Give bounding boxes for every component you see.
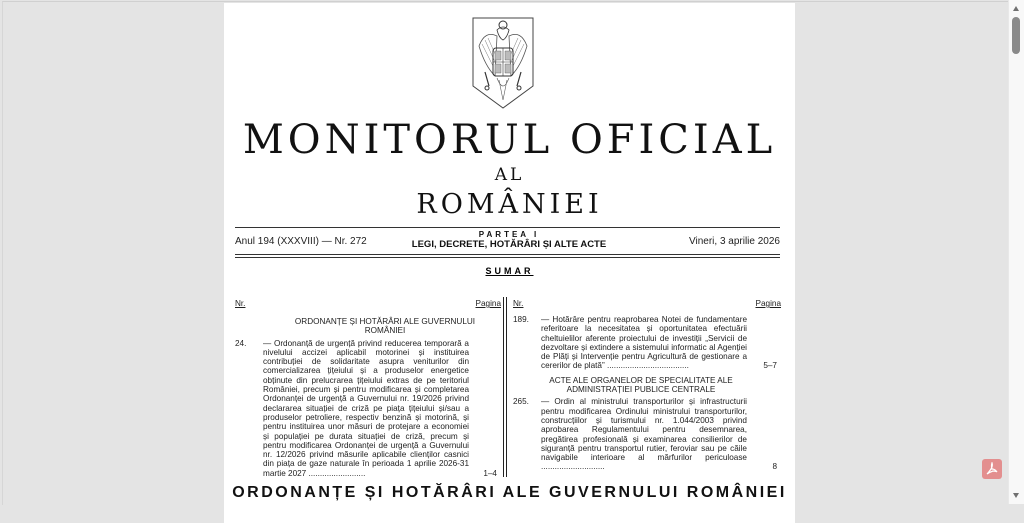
issue-number: Anul 194 (XXXVIII) — Nr. 272	[235, 236, 367, 247]
part-title: PARTEA I	[478, 230, 540, 239]
pdf-page	[224, 3, 795, 523]
coat-of-arms-icon	[471, 16, 535, 110]
scroll-up-arrow-icon[interactable]	[1013, 6, 1019, 11]
part-label	[394, 230, 624, 250]
entry-page: 5–7	[763, 361, 777, 371]
vertical-scrollbar[interactable]	[1008, 0, 1024, 504]
col-nr-label: Nr.	[513, 299, 524, 308]
adobe-acrobat-icon	[985, 462, 999, 476]
entry-page: 1–4	[483, 468, 497, 478]
scrollbar-thumb[interactable]	[1012, 17, 1020, 54]
section-title-ordonante: ORDONANȚE ȘI HOTĂRÂRI ALE GUVERNULUI ROMÂNIEI	[294, 317, 476, 336]
masthead-romaniei: ROMÂNIEI	[416, 189, 603, 220]
pdf-viewer	[2, 1, 1009, 505]
summary-entry[interactable]	[513, 397, 781, 471]
entry-number: 265.	[513, 397, 529, 407]
scroll-down-arrow-icon[interactable]	[1013, 493, 1019, 498]
entry-number: 189.	[513, 315, 529, 324]
col-page-label: Pagina	[755, 299, 781, 308]
entry-text: — Ordin al ministrului transporturilor și infrastructurii pentru modificarea Ordinului ministrului transporturilor, construcțiilor și turismului nr. 1.044/2003 privind aprobarea Regulamentului pentru desemnarea, pregătirea profesională și examinarea consilierilor de siguranță pentru transportul rutier, feroviar sau pe căile navigabile interioare al mărfurilor periculoase ............................	[541, 397, 747, 472]
summary-entry[interactable]	[513, 315, 781, 371]
entry-number: 24.	[235, 338, 247, 348]
col-page-label: Pagina	[475, 299, 501, 308]
entry-page: 8	[772, 462, 777, 472]
rule-double-2	[235, 257, 780, 258]
masthead-title: MONITORUL OFICIAL	[242, 117, 777, 163]
summary-right-column	[513, 299, 781, 472]
issue-date: Vineri, 3 aprilie 2026	[689, 236, 780, 247]
summary-entry[interactable]	[235, 339, 501, 478]
col-nr-label: Nr.	[235, 299, 246, 308]
adobe-acrobat-button[interactable]	[982, 459, 1002, 479]
summary-left-column	[235, 299, 501, 478]
summary-heading: SUMAR	[485, 266, 534, 276]
rule-double-1	[235, 254, 780, 255]
entry-text: — Hotărâre pentru reaprobarea Notei de fundamentare referitoare la necesitatea și oportunitatea efectuării cheltuielilor aferente proiectului de investiții „Servicii de dezvoltare și extindere a sistemului informatic al Agenției de Plăți și Intervenție pentru Agricultură de gestionare a cererilor de plată” ....................................	[541, 315, 747, 371]
entry-text: — Ordonanță de urgență privind reducerea temporară a nivelului accizei aplicabil motorinei și instituirea contribuției de solidaritate asupra veniturilor din comercializarea țițeiului și a produselor energetice obținute din prelucrarea țițeiului extras de pe teritoriul României, precum și pentru modificarea și completarea Ordonanței de urgență a Guvernului nr. 19/2026 privind declararea situației de criză pe piața țițeiului și/sau a produselor petroliere, respectiv benzină și motorină, și pentru instituirea unor măsuri de protejare a economiei și populației pe durata situației de criză, precum și pentru modificarea Ordonanței de urgență a Guvernului nr. 12/2026 privind măsurile aplicabile clienților casnici din piața de gaze naturale în perioada 1 aprilie 2026-31 martie 2027 .........................	[263, 338, 469, 478]
section-heading: ORDONANȚE ȘI HOTĂRÂRI ALE GUVERNULUI ROMÂNIEI	[232, 484, 787, 501]
part-subtitle: LEGI, DECRETE, HOTĂRÂRI ȘI ALTE ACTE	[411, 239, 607, 250]
masthead-al: AL	[494, 165, 525, 185]
rule-top	[235, 227, 780, 228]
column-divider	[503, 297, 507, 477]
section-title-acte: ACTE ALE ORGANELOR DE SPECIALITATE ALE ADMINISTRAȚIEI PUBLICE CENTRALE	[549, 375, 733, 395]
